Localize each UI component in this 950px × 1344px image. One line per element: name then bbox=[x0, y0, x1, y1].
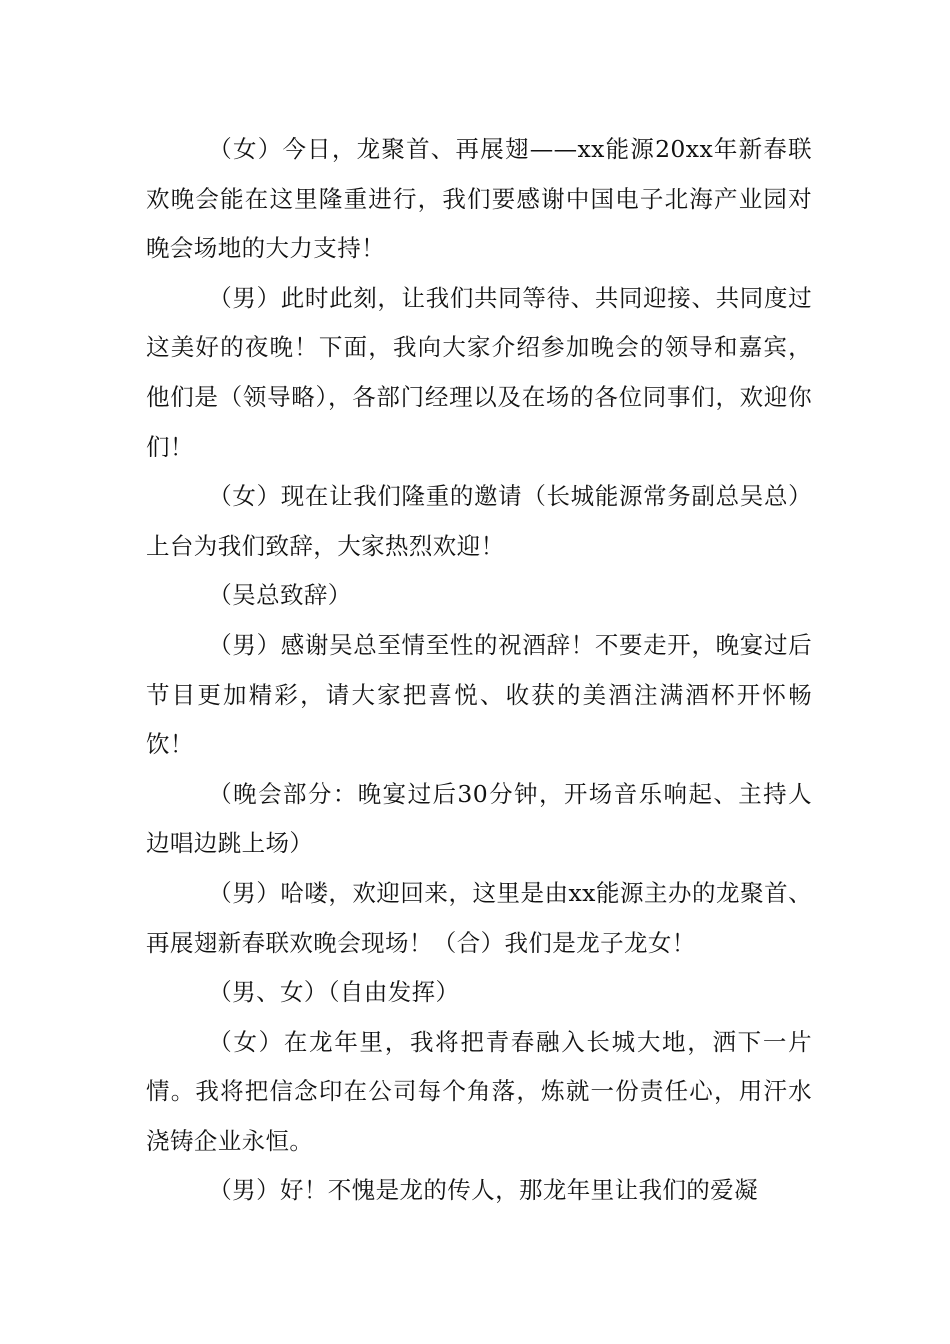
paragraph: （男）此时此刻，让我们共同等待、共同迎接、共同度过这美好的夜晚！下面，我向大家介绍参加晚会的领导和嘉宾，他们是（领导略），各部门经理以及在场的各位同事们，欢迎你们！ bbox=[146, 283, 812, 461]
paragraph: （吴总致辞） bbox=[208, 581, 352, 610]
paragraph: （晚会部分：晚宴过后30分钟，开场音乐响起、主持人边唱边跳上场） bbox=[146, 779, 812, 858]
paragraph: （男）感谢吴总至情至性的祝酒辞！不要走开，晚宴过后节目更加精彩，请大家把喜悦、收获的美酒注满酒杯开怀畅饮！ bbox=[146, 630, 812, 759]
paragraph: （女）现在让我们隆重的邀请（长城能源常务副总吴总）上台为我们致辞，大家热烈欢迎！ bbox=[146, 482, 812, 560]
paragraph: （男、女）（自由发挥） bbox=[208, 978, 460, 1007]
paragraph: （女）在龙年里，我将把青春融入长城大地，洒下一片情。我将把信念印在公司每个角落，炼就一份责任心，用汗水浇铸企业永恒。 bbox=[146, 1027, 812, 1155]
paragraph: （男）哈喽，欢迎回来，这里是由xx能源主办的龙聚首、再展翅新春联欢晚会现场！（合）我们是龙子龙女！ bbox=[146, 878, 812, 957]
paragraph: （女）今日，龙聚首、再展翅——xx能源20xx年新春联欢晚会能在这里隆重进行，我们要感谢中国电子北海产业园对晚会场地的大力支持！ bbox=[146, 135, 812, 263]
document-body bbox=[146, 125, 812, 1216]
paragraph: （男）好！不愧是龙的传人，那龙年里让我们的爱凝 bbox=[208, 1176, 758, 1205]
